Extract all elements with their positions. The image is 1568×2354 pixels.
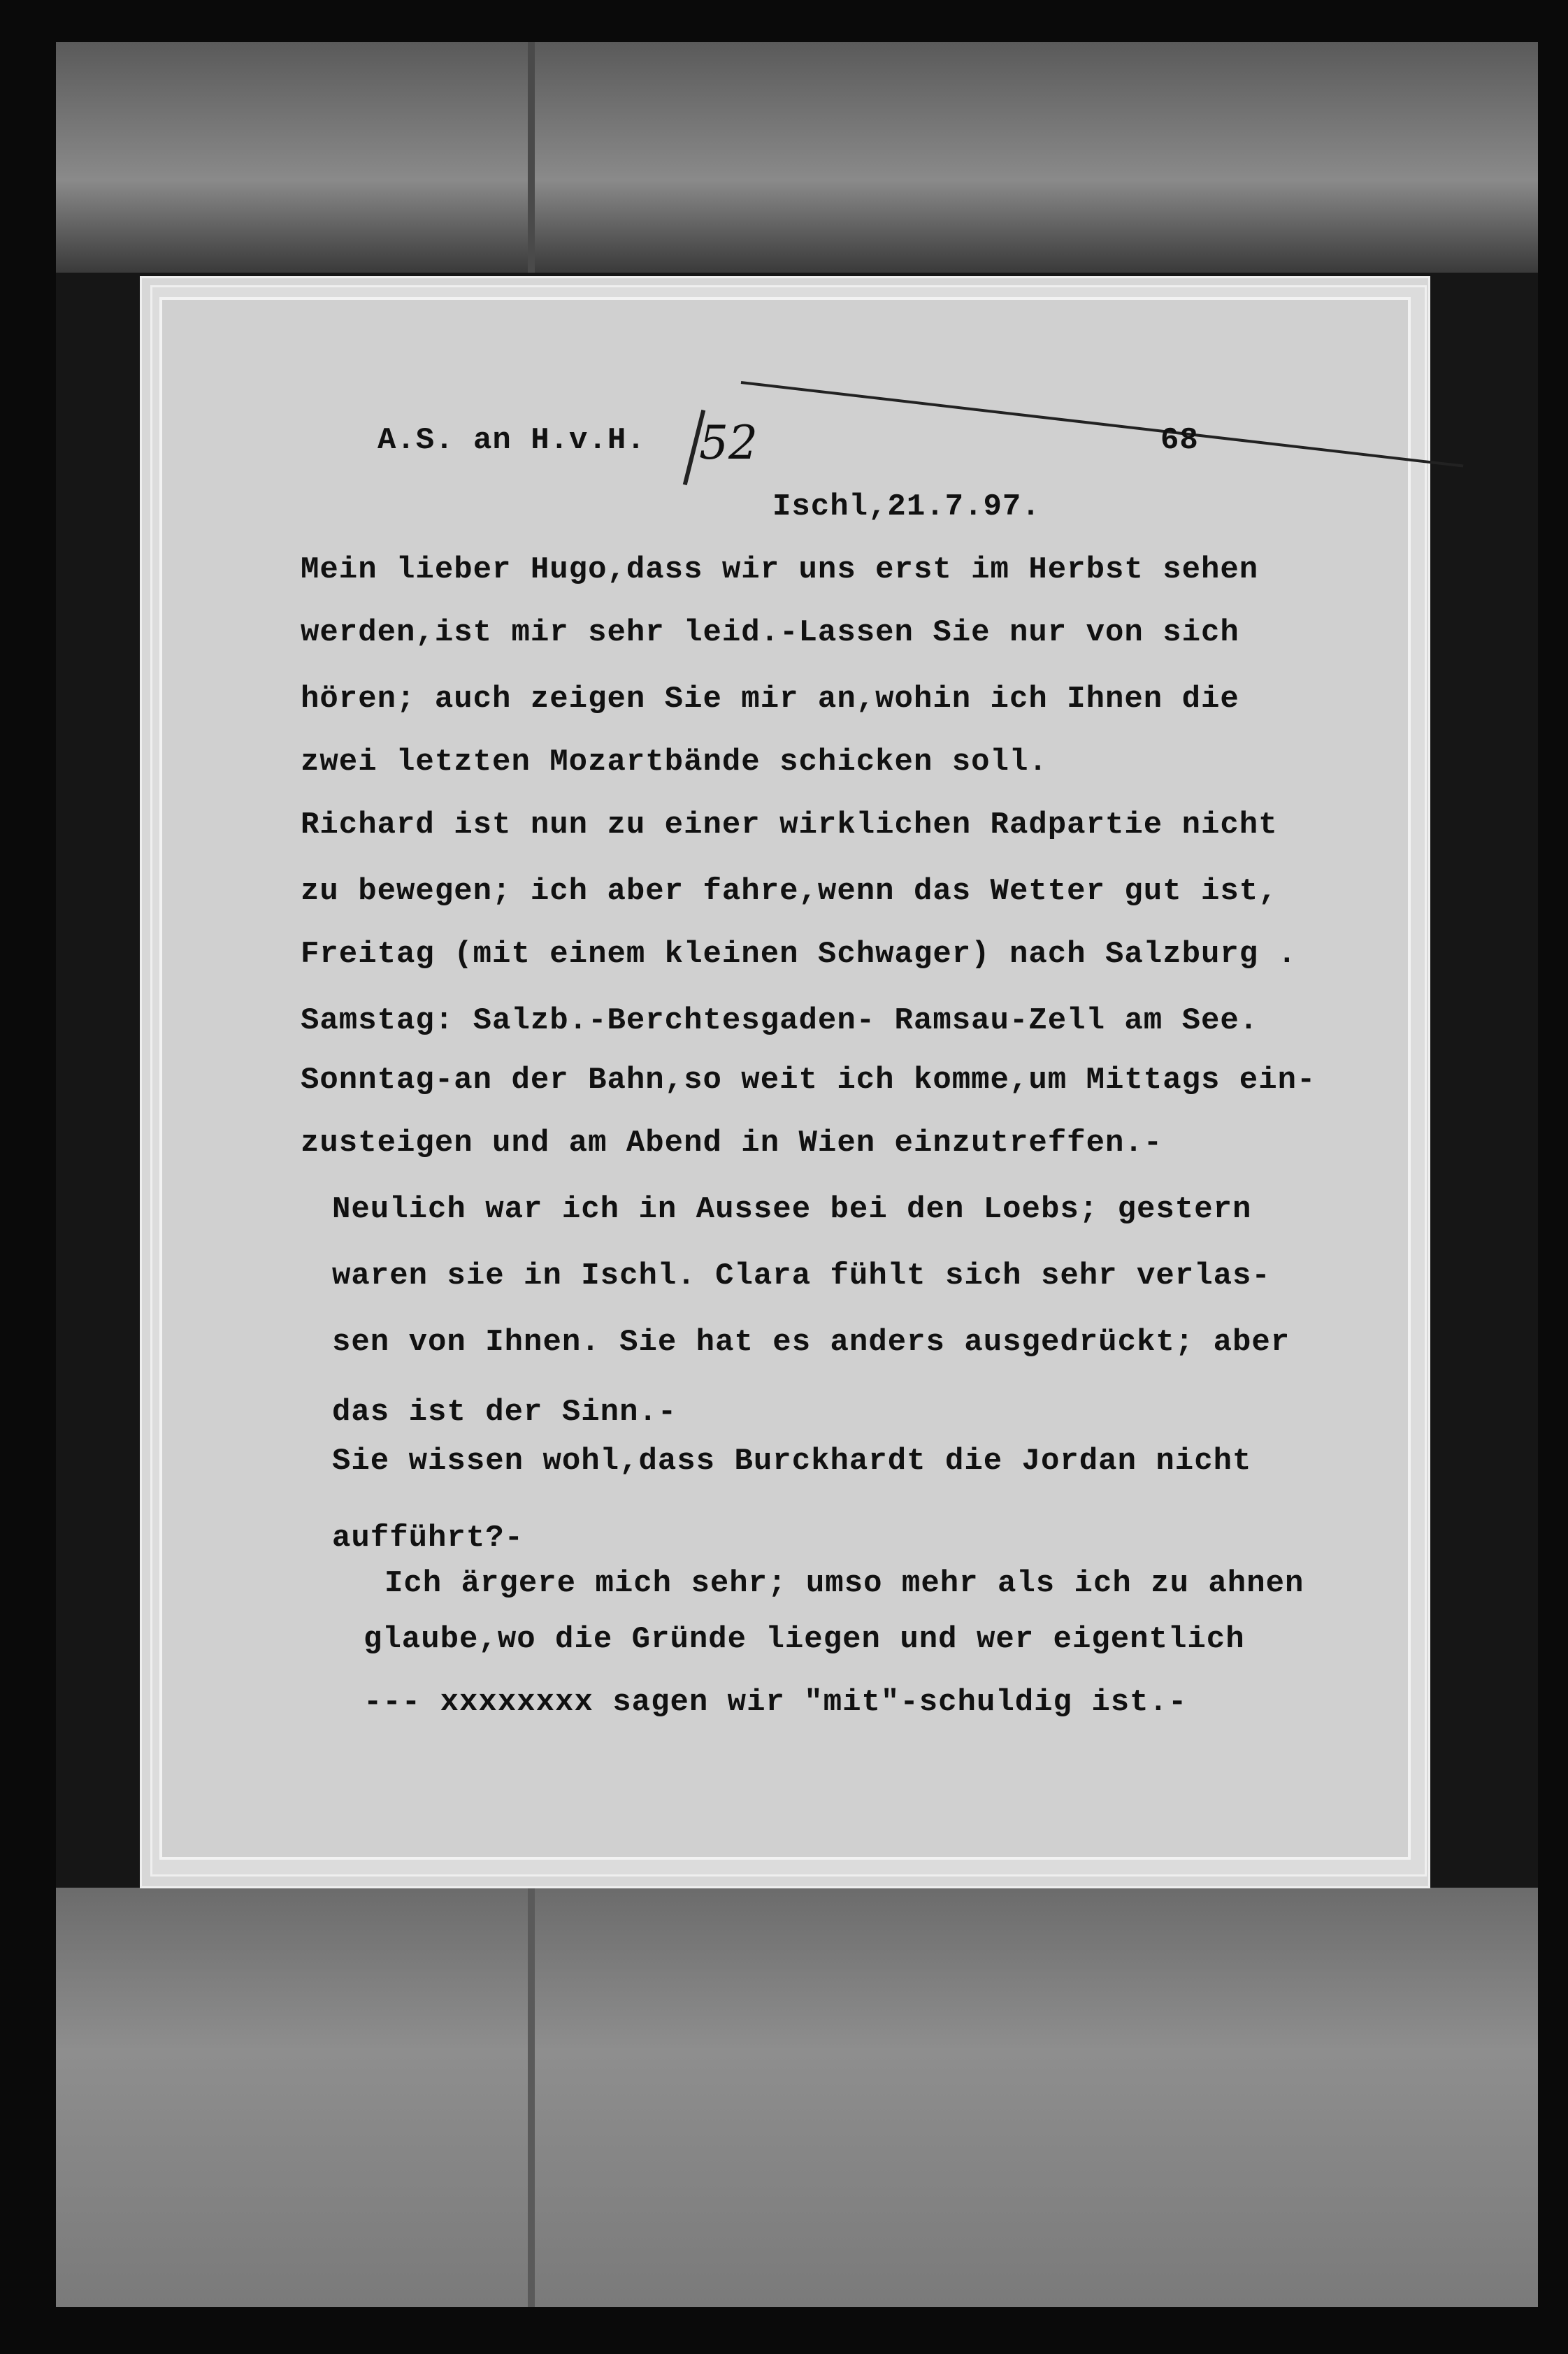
folder-bottom [56, 1881, 1538, 2307]
text-line: Ich ärgere mich sehr; umso mehr als ich zu ahnen [384, 1566, 1304, 1601]
text-line: hören; auch zeigen Sie mir an,wohin ich Ihnen die [301, 682, 1239, 717]
text-line: das ist der Sinn.- [332, 1395, 677, 1430]
text-line: glaube,wo die Gründe liegen und wer eigentlich [364, 1622, 1245, 1657]
text-line: aufführt?- [332, 1521, 524, 1556]
text-line: Sonntag-an der Bahn,so weit ich komme,um Mittags ein- [301, 1063, 1316, 1098]
text-line: zu bewegen; ich aber fahre,wenn das Wetter gut ist, [301, 874, 1278, 909]
text-line: --- xxxxxxxx sagen wir "mit"-schuldig ist.- [364, 1685, 1188, 1720]
text-line: werden,ist mir sehr leid.-Lassen Sie nur von sich [301, 615, 1239, 650]
page-number: 68 [1160, 423, 1199, 458]
text-line: Richard ist nun zu einer wirklichen Radpartie nicht [301, 808, 1278, 842]
archive-number: 52 [699, 416, 758, 470]
place-date: Ischl,21.7.97. [772, 489, 1041, 524]
text-line: Neulich war ich in Aussee bei den Loebs; gestern [332, 1192, 1252, 1227]
text-line: Sie wissen wohl,dass Burckhardt die Jordan nicht [332, 1444, 1252, 1479]
folder-fold-line [528, 42, 535, 280]
text-line: Freitag (mit einem kleinen Schwager) nach Salzburg . [301, 937, 1297, 972]
text-line: sen von Ihnen. Sie hat es anders ausgedrückt; aber [332, 1325, 1290, 1360]
folder-fold-line-lower [528, 1888, 535, 2307]
folder-top [56, 42, 1538, 273]
text-line: zwei letzten Mozartbände schicken soll. [301, 745, 1048, 780]
text-line: waren sie in Ischl. Clara fühlt sich sehr verlas- [332, 1258, 1271, 1293]
header-left: A.S. an H.v.H. [377, 423, 646, 458]
text-line: Samstag: Salzb.-Berchtesgaden- Ramsau-Zell am See. [301, 1003, 1259, 1038]
text-line: Mein lieber Hugo,dass wir uns erst im Herbst sehen [301, 552, 1259, 587]
text-line: zusteigen und am Abend in Wien einzutreffen.- [301, 1126, 1163, 1161]
